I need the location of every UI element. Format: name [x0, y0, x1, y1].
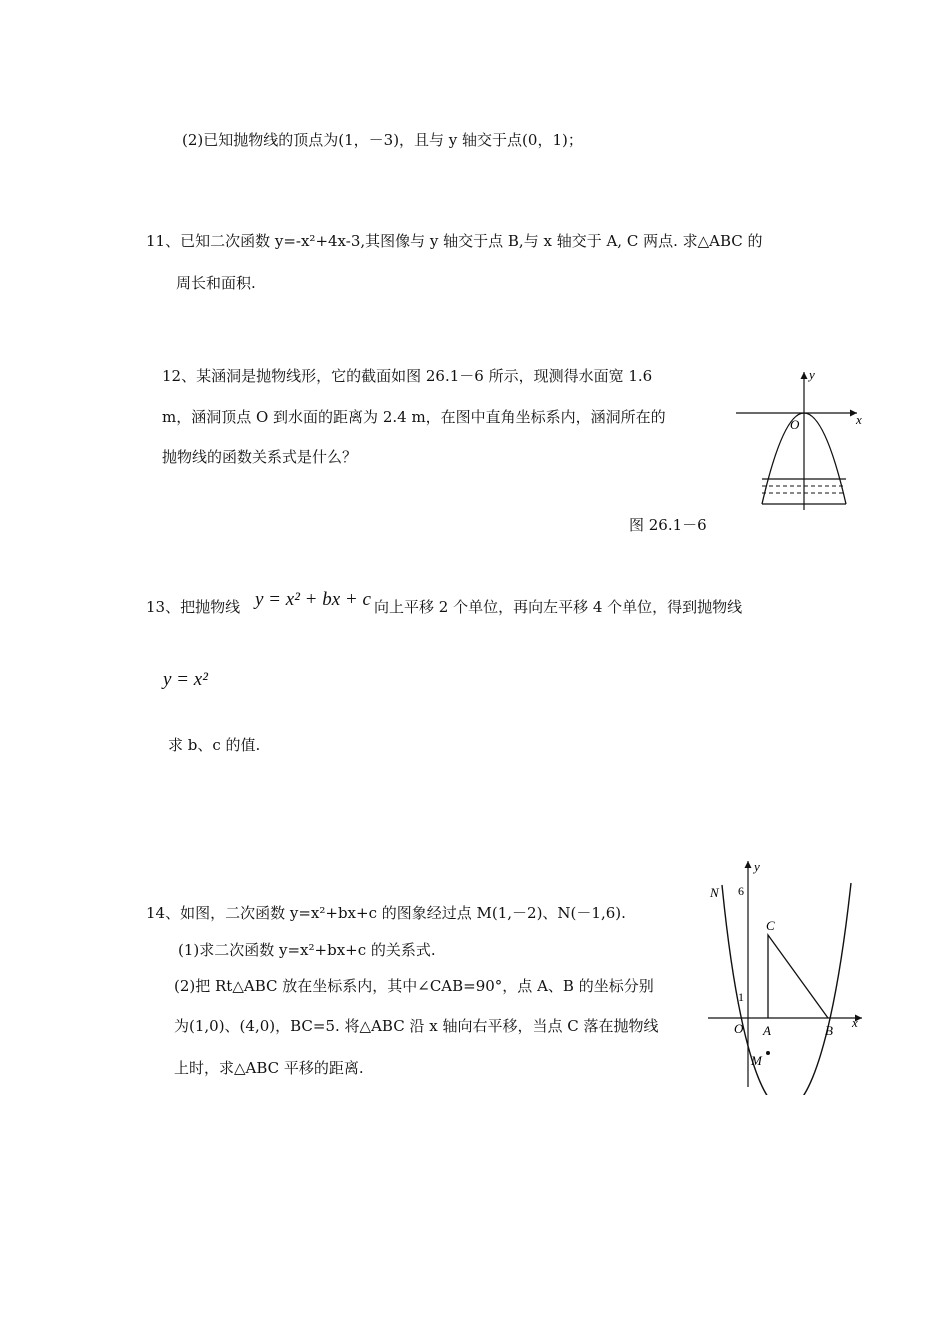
- q14-part2-line1: (2)把 Rt△ABC 放在坐标系内，其中∠CAB=90°，点 A、B 的坐标分别: [174, 977, 654, 995]
- q14-part2-line3: 上时，求△ABC 平移的距离.: [174, 1059, 364, 1077]
- q14-line1: 14、如图，二次函数 y=x²+bx+c 的图象经过点 M(1,－2)、N(－1,6).: [146, 904, 626, 922]
- q12-line3: 抛物线的函数关系式是什么？: [162, 448, 358, 466]
- fig14-y-label: y: [754, 859, 760, 874]
- fig14-label-B: B: [825, 1023, 833, 1038]
- fig14-triangle: [768, 935, 828, 1018]
- q10-part2: (2)已知抛物线的顶点为(1，－3)，且与 y 轴交于点(0，1)；: [182, 131, 583, 149]
- q13-line3: 求 b、c 的值.: [168, 736, 261, 754]
- culvert-figure: [732, 366, 872, 516]
- q11-line1: 11、已知二次函数 y=-x²+4x-3,其图像与 y 轴交于点 B,与 x 轴交于 A, C 两点. 求△ABC 的: [146, 232, 763, 250]
- culvert-caption: 图 26.1－6: [629, 516, 707, 534]
- fig14-label-A: A: [763, 1023, 771, 1038]
- q12-line1: 12、某涵洞是抛物线形，它的截面如图 26.1－6 所示，现测得水面宽 1.6: [162, 367, 653, 385]
- q13-prefix: 13、把抛物线: [146, 598, 241, 616]
- q13-suffix: 向上平移 2 个单位，再向左平移 4 个单位，得到抛物线: [374, 598, 743, 616]
- fig14-parabola: [722, 883, 851, 1095]
- culvert-x-label: x: [856, 412, 862, 427]
- parabola-triangle-figure: [700, 855, 870, 1095]
- q13-formula1: y = x² + bx + c: [255, 589, 371, 610]
- fig14-label-N: N: [710, 885, 719, 900]
- q14-part1: (1)求二次函数 y=x²+bx+c 的关系式.: [178, 941, 436, 959]
- q14-part2-line2: 为(1,0)、(4,0)，BC=5. 将△ABC 沿 x 轴向右平移，当点 C 落在抛物线: [174, 1017, 659, 1035]
- fig14-label-C: C: [766, 918, 775, 933]
- q12-line2: m，涵洞顶点 O 到水面的距离为 2.4 m，在图中直角坐标系内，涵洞所在的: [162, 408, 666, 426]
- fig14-label-M: M: [751, 1053, 762, 1068]
- fig14-x-label: x: [852, 1015, 858, 1030]
- culvert-origin-label: O: [790, 417, 800, 432]
- q11-line2: 周长和面积.: [176, 274, 256, 292]
- fig14-tick-1: 1: [738, 990, 744, 1004]
- q13-formula2: y = x²: [163, 669, 208, 690]
- fig14-origin-label: O: [734, 1021, 744, 1036]
- fig14-tick-6: 6: [738, 884, 744, 898]
- fig14-point-M: [766, 1051, 770, 1055]
- culvert-y-label: y: [809, 367, 815, 382]
